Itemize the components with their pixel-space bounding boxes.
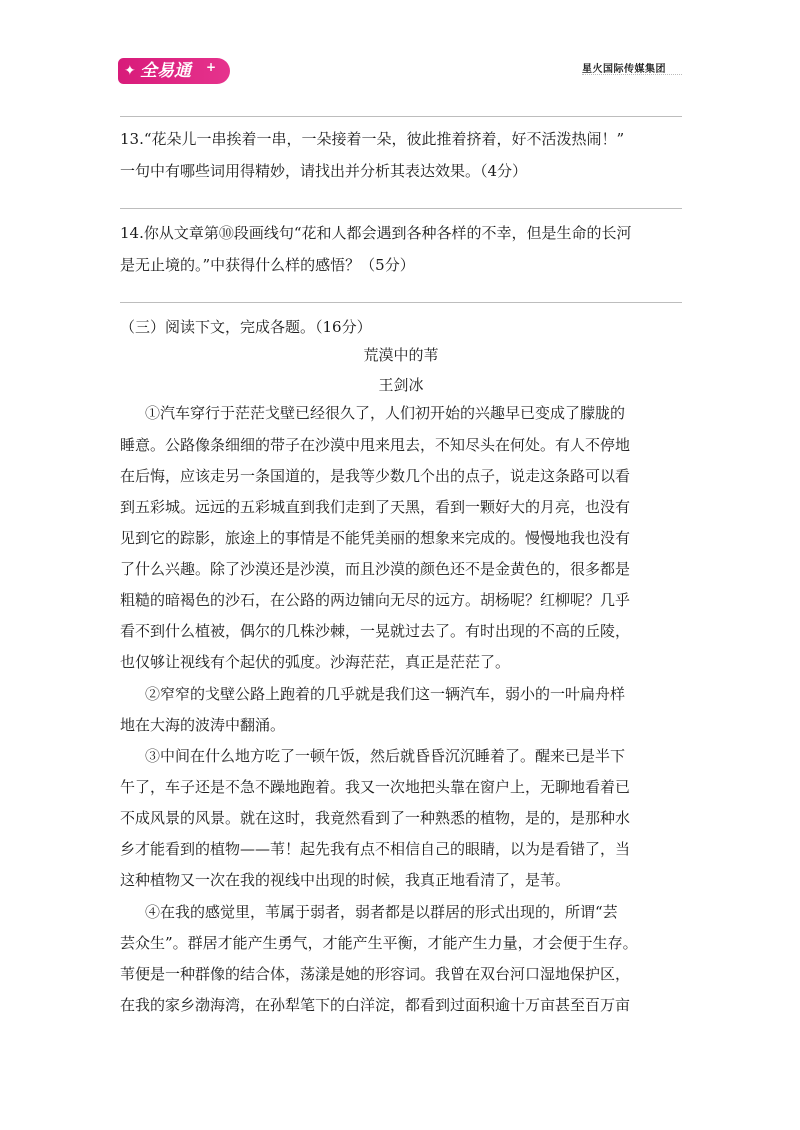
body-line: ③中间在什么地方吃了一顿午饭，然后就昏昏沉沉睡着了。醒来已是半下 xyxy=(145,747,626,765)
q13-line-1: 13.“花朵儿一串挨着一串，一朵接着一朵，彼此推着挤着，好不活泼热闹！” xyxy=(120,130,625,148)
body-line: ④在我的感觉里，苇属于弱者，弱者都是以群居的形式出现的，所谓“芸 xyxy=(145,903,618,921)
logo-text: 全易通 xyxy=(140,61,191,81)
body-line: 看不到什么植被，偶尔的几株沙棘，一晃就过去了。有时出现的不高的丘陵， xyxy=(120,622,631,640)
body-line: 见到它的踪影，旅途上的事情是不能凭美丽的想象来完成的。慢慢地我也没有 xyxy=(120,529,631,547)
body-line: 这种植物又一次在我的视线中出现的时候，我真正地看清了，是苇。 xyxy=(120,871,571,889)
body-line: 睡意。公路像条细细的带子在沙漠中甩来甩去，不知尽头在何处。有人不停地 xyxy=(120,436,631,454)
body-line: 也仅够让视线有个起伏的弧度。沙海茫茫，真正是茫茫了。 xyxy=(120,653,511,671)
body-line: 不成风景的风景。就在这时，我竟然看到了一种熟悉的植物，是的，是那种水 xyxy=(120,809,631,827)
body-line: 在我的家乡渤海湾，在孙犁笔下的白洋淀，都看到过面积逾十万亩甚至百万亩 xyxy=(120,996,631,1014)
body-line: 苇便是一种群像的结合体，荡漾是她的形容词。我曾在双台河口湿地保护区， xyxy=(120,965,631,983)
logo-plus: + xyxy=(205,60,216,74)
page-header xyxy=(0,0,800,100)
q13-line-2: 一句中有哪些词用得精妙，请找出并分析其表达效果。（4分） xyxy=(120,162,528,180)
publisher-logo xyxy=(118,58,230,84)
body-line: 了什么兴趣。除了沙漠还是沙漠，而且沙漠的颜色还不是金黄色的，很多都是 xyxy=(120,560,631,578)
brand-name: 星火国际传媒集团 xyxy=(582,64,666,75)
q14-line-1: 14.你从文章第⑩段画线句“花和人都会遇到各种各样的不幸，但是生命的长河 xyxy=(120,224,632,242)
body-line: 到五彩城。远远的五彩城直到我们走到了天黑，看到一颗好大的月亮，也没有 xyxy=(120,498,631,516)
answer-line xyxy=(120,116,682,117)
article-title: 荒漠中的苇 xyxy=(363,346,439,364)
sparkle-icon: ✦ xyxy=(124,63,136,79)
body-line: 午了，车子还是不急不躁地跑着。我又一次地把头靠在窗户上，无聊地看着已 xyxy=(120,778,631,796)
answer-line xyxy=(120,208,682,209)
body-line: 乡才能看到的植物——苇！起先我有点不相信自己的眼睛，以为是看错了，当 xyxy=(120,840,631,858)
body-line: 粗糙的暗褐色的沙石，在公路的两边铺向无尽的远方。胡杨呢？红柳呢？几乎 xyxy=(120,591,631,609)
q14-line-2: 是无止境的。”中获得什么样的感悟？（5分） xyxy=(120,256,415,274)
section-heading: （三）阅读下文，完成各题。（16分） xyxy=(120,318,372,336)
body-line: ①汽车穿行于茫茫戈壁已经很久了，人们初开始的兴趣早已变成了朦胧的 xyxy=(145,404,626,422)
brand-subline xyxy=(582,74,682,78)
article-author: 王剑冰 xyxy=(378,376,424,394)
body-line: 芸众生”。群居才能产生勇气，才能产生平衡，才能产生力量，才会便于生存。 xyxy=(120,934,638,952)
body-line: 在后悔，应该走另一条国道的，是我等少数几个出的点子，说走这条路可以看 xyxy=(120,467,631,485)
body-line: 地在大海的波涛中翻涌。 xyxy=(120,716,286,734)
answer-line xyxy=(120,302,682,303)
body-line: ②窄窄的戈壁公路上跑着的几乎就是我们这一辆汽车，弱小的一叶扁舟样 xyxy=(145,685,626,703)
